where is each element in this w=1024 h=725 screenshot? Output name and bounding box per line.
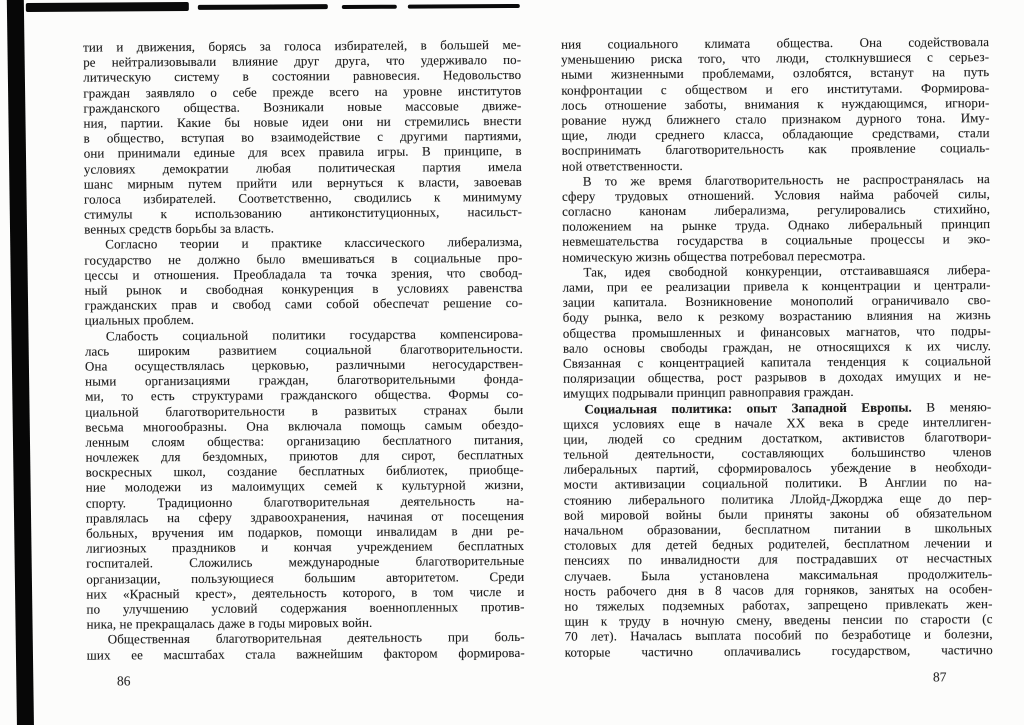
text-line: тии и движения, борясь за голоса избирателей, в большей ме- xyxy=(83,36,522,55)
text-line: начальном образовании, бесплатном питании в школьных xyxy=(563,520,993,538)
scan-top-bar-segment xyxy=(342,5,397,9)
text-line: граждан заявляло о себе прежде всего на уровне институтов xyxy=(83,82,522,101)
text-line: В то же время благотворительность не распространялась на xyxy=(582,170,990,189)
text-line: уменьшению риска того, что люди, столкнувшиеся с серьез- xyxy=(561,49,990,67)
text-line: стоянию либерального политика Ллойд-Джорджа еще до пер- xyxy=(563,489,992,508)
text-line: них «Красный крест», деятельность которого, в том числе и xyxy=(86,583,525,602)
text-line: лось отношение заботы, внимания к нуждающимся, игнори- xyxy=(561,94,990,113)
text-line: Она осуществлялась церковью, различными негосударствен- xyxy=(84,355,524,374)
text-line: циальных проблем. xyxy=(84,312,195,328)
text-line: цессы и отношения. Преобладала та точка зрения, что свобод- xyxy=(84,264,523,283)
text-line: которые частично оплачивались государством, частично xyxy=(564,641,993,660)
text-line: ный рынок и свободная конкуренция в условиях равенства xyxy=(84,279,523,298)
text-line: тельной деятельности, составляющих большинство членов xyxy=(563,444,992,462)
text-line: случаев. Была установлена максимальная продолжитель- xyxy=(564,565,993,584)
text-line: столовых для детей бедных родителей, бесплатном лечении и xyxy=(564,535,993,553)
text-line: в общество, вступая во взаимодействие с другими партиями, xyxy=(83,128,522,146)
text-line: по улучшению условий содержания военнопленных против- xyxy=(86,598,525,617)
text-line: общества промышленных и финансовых магнатов, что подры- xyxy=(562,322,991,341)
text-line: лигиозных праздников и кончая учреждением бесплатных xyxy=(86,538,525,556)
text-line: спорту. Традиционно благотворительная деятельность на- xyxy=(85,492,524,511)
text-line: ние молодежи из малоимущих семей к культурной жизни, xyxy=(85,477,524,496)
text-line: зации капитала. Возникновение монополий ограничивало сво- xyxy=(562,292,991,310)
text-line: поляризации общества, рост разрывов в доходах имущих и не- xyxy=(563,368,992,386)
text-line: пенсиях по инвалидности для пострадавших от несчастных xyxy=(564,550,993,569)
text-line: они принимали единые для всех правила игры. В принципе, в xyxy=(83,143,522,161)
text-line: венных средств борьбы за власть. xyxy=(84,220,275,237)
left-page-text-block xyxy=(83,37,525,662)
text-line: организации, пользующиеся большим авторитетом. Среди xyxy=(86,568,525,587)
text-line: конфронтации с обществом и его институтами. Формирова- xyxy=(561,79,990,98)
text-line: ния социального климата общества. Она содействовала xyxy=(561,34,990,52)
text-line: щие, люди среднего класса, обладающие средствами, стали xyxy=(561,125,990,143)
text-line: Согласно теории и практике классического либерализма, xyxy=(105,234,523,252)
text-line: щихся условиях еще в начале XX века в среде интеллиген- xyxy=(563,413,992,432)
text-line: воспринимать благотворительность как проявление социаль- xyxy=(561,140,990,159)
text-line: ции, людей со средним достатком, активистов благотвори- xyxy=(563,428,992,447)
text-line: рование нужд ближнего стало признаком дурного тона. Иму- xyxy=(561,110,990,128)
scan-top-bar-segment xyxy=(408,4,520,9)
text-line: невмешательства государства в социальные процессы и эко- xyxy=(562,231,991,250)
scan-edge-strip xyxy=(7,0,34,725)
text-line: вой мировой войны были приняты законы об обязательном xyxy=(563,504,992,523)
text-line: правлялась на сферу здравоохранения, начиная от посещения xyxy=(85,507,524,526)
text-line: государство не должно было вмешиваться в социальные про- xyxy=(84,249,523,268)
text-line: ночлежек для бездомных, приютов для сирот, бесплатных xyxy=(85,446,524,465)
scan-top-bar-segment xyxy=(26,2,189,12)
text-line: Общественная благотворительная деятельность при боль- xyxy=(107,629,525,647)
text-line: положением на рынке труда. Однако либеральный принцип xyxy=(562,216,991,234)
right-page-text-block xyxy=(561,34,993,659)
text-line: воскресных школ, создание бесплатных библиотек, приобще- xyxy=(85,462,524,480)
text-line: номическую жизнь общества потребовал пересмотра. xyxy=(562,247,866,265)
text-line: мости активизации социальной политики. В Англии по на- xyxy=(563,474,992,493)
text-line: шанс мирным путем прийти или вернуться к власти, завоевав xyxy=(83,173,522,192)
text-line: лась широким развитием социальной благотворительности. xyxy=(84,340,523,359)
text-line: Связанная с концентрацией капитала тенденция к социальной xyxy=(562,353,992,371)
text-line: согласно канонам либерализма, регулировались стихийно, xyxy=(562,201,991,219)
text-line: имущих подрывали принцип равноправия граждан. xyxy=(563,384,854,402)
scan-top-bar-segment xyxy=(198,4,328,10)
text-line: ность рабочего дня в 8 часов для горняков, занятых на особен- xyxy=(564,580,993,599)
text-line: ния, партии. Какие бы новые идеи они ни стремились внести xyxy=(83,112,522,131)
text-line: условиях демократии любая политическая партия имела xyxy=(83,158,522,177)
text-line: лами, при ее реализации привела к концентрации и централи- xyxy=(562,277,991,295)
text-line: ной ответственности. xyxy=(561,157,683,174)
text-line: гражданских прав и свобод сами собой обеспечат решение со- xyxy=(84,295,523,313)
text-line: ших ее масштабах стала важнейшим фактором формирова- xyxy=(86,644,525,663)
text-line: ре нейтрализовывали влияние друг друга, что удерживало по- xyxy=(83,52,522,70)
text-line: литическую систему в состоянии равновесия. Недовольство xyxy=(83,67,522,85)
text-line: ными жизненными проблемами, озлобятся, встанут на путь xyxy=(561,64,990,83)
text-line: голоса избирателей. Соответственно, сводились к минимуму xyxy=(83,188,523,207)
text-line: вало основы свободы граждан, не относящихся к их числу. xyxy=(562,337,991,356)
text-line: ми, то есть структурами гражданского общества. Формы со- xyxy=(85,386,524,404)
text-line: сферу трудовых отношений. Условия найма рабочей силы, xyxy=(561,185,991,204)
text-line: Так, идея свободной конкуренции, отстаивавшаяся либера- xyxy=(583,261,991,280)
text-line: Слабость социальной политики государства компенсирова- xyxy=(105,325,523,344)
text-line: гражданского общества. Возникали новые массовые движе- xyxy=(83,97,522,116)
text-line: больных, вручения им подарков, помощи инвалидам в дни ре- xyxy=(85,522,525,541)
text-line: весьма многообразны. Она включала помощь самым обездо- xyxy=(85,416,524,435)
page-number-left: 86 xyxy=(116,673,131,689)
text-line: либеральных партий, сформировалось убеждение в необходи- xyxy=(563,459,992,477)
text-line: но тяжелых подземных работах, запрещено привлекать жен- xyxy=(564,596,993,614)
text-line: Социальная политика: опыт Западной Европы. В меняю- xyxy=(584,398,992,417)
section-heading: Социальная политика: опыт Западной Европы. xyxy=(584,399,912,417)
text-line: ленным слоям общества: организацию бесплатного питания, xyxy=(85,431,524,450)
text-line: боду рынка, вело к резкому возрастанию влияния на жизнь xyxy=(562,307,991,326)
text-line: ными организациями граждан, благотворительными фонда- xyxy=(85,371,524,389)
text-line: стимулы к использованию антиконституционных, насильст- xyxy=(84,203,523,222)
text-line: циальной благотворительности в развитых странах были xyxy=(85,401,524,420)
page-number-right: 87 xyxy=(932,669,947,685)
text-line: госпиталей. Сложились международные благотворительные xyxy=(86,553,525,571)
text-line: ника, не прекращалась даже в годы мировых войн. xyxy=(86,614,373,632)
text-line: щин к труду в ночную смену, введены пенсии по старости (с xyxy=(564,611,993,629)
text-line: 70 лет). Началась выплата пособий по безработице и болезни, xyxy=(564,626,993,644)
